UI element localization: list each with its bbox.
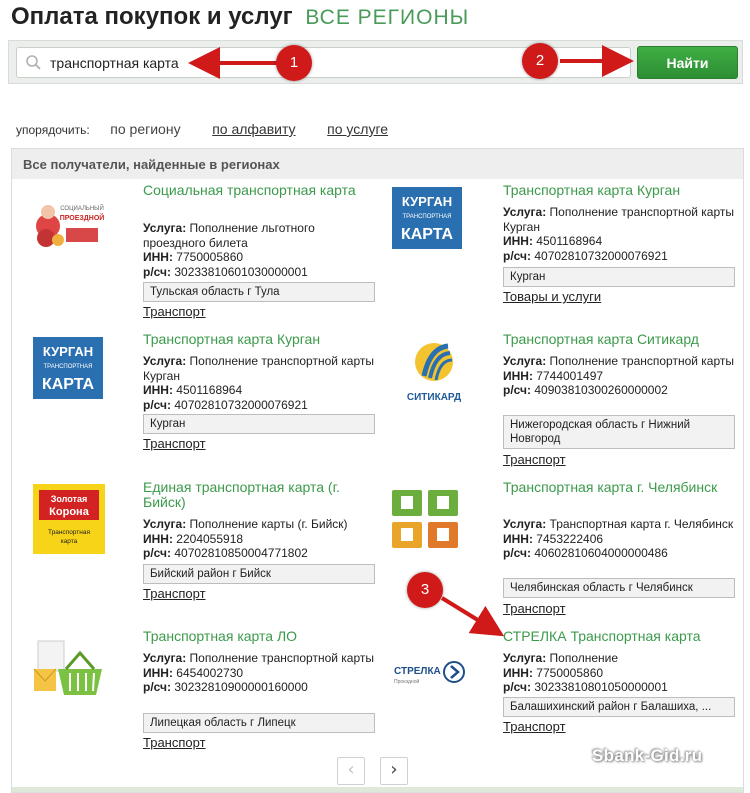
region-field: Челябинская область г Челябинск (503, 578, 735, 598)
svg-text:Транспортная: Транспортная (48, 529, 90, 536)
sort-by-alphabet[interactable]: по алфавиту (212, 121, 296, 137)
category-link[interactable]: Транспорт (503, 719, 566, 734)
chevron-left-icon[interactable]: ‹ (337, 757, 365, 785)
category-link[interactable]: Транспорт (143, 735, 206, 750)
shopping-basket-logo (32, 639, 107, 709)
sort-by-service[interactable]: по услуге (327, 121, 389, 137)
svg-text:КУРГАН: КУРГАН (401, 194, 453, 209)
recipient-details: Услуга: Пополнение карты (г. Бийск) ИНН: 2204055918 р/сч: 40702810850004771802 (143, 517, 348, 561)
svg-text:СОЦИАЛЬНЫЙ: СОЦИАЛЬНЫЙ (60, 206, 104, 212)
result-card (12, 629, 372, 774)
recipient-details: Услуга: Пополнение транспортной карты Курган ИНН: 4501168964 р/сч: 40702810732000076921 (503, 205, 734, 263)
recipient-title[interactable]: Транспортная карта ЛО (143, 628, 298, 644)
svg-text:КАРТА: КАРТА (400, 226, 454, 243)
recipient-details: Услуга: Пополнение льготного проездного билета ИНН: 7750005860 р/сч: 30233810601030000001 (143, 221, 315, 279)
recipient-title[interactable]: Транспортная карта Курган (503, 182, 681, 198)
region-field: Бийский район г Бийск (143, 564, 375, 584)
all-regions-link[interactable]: ВСЕ РЕГИОНЫ (305, 6, 470, 29)
svg-text:КУРГАН: КУРГАН (42, 344, 94, 359)
sort-by-region[interactable]: по региону (110, 121, 181, 137)
recipient-title[interactable]: СТРЕЛКА Транспортная карта (503, 628, 701, 644)
search-bar (8, 40, 743, 84)
result-card (12, 480, 372, 625)
watermark: Sbank-Gid.ru (592, 746, 703, 765)
recipient-title[interactable]: Транспортная карта г. Челябинск (503, 479, 718, 495)
footer-strip (12, 787, 743, 792)
svg-text:Золотая: Золотая (50, 494, 88, 504)
category-link[interactable]: Транспорт (143, 304, 206, 319)
search-icon (25, 54, 42, 71)
social-pass-logo (32, 188, 107, 258)
svg-text:СТРЕЛКА: СТРЕЛКА (394, 666, 441, 677)
search-button[interactable]: Найти (637, 46, 738, 79)
svg-text:ТРАНСПОРТНАЯ: ТРАНСПОРТНАЯ (43, 364, 93, 370)
svg-text:ТРАНСПОРТНАЯ: ТРАНСПОРТНАЯ (402, 214, 452, 220)
result-card (12, 183, 372, 328)
recipient-title[interactable]: Социальная транспортная карта (143, 182, 356, 198)
recipient-title[interactable]: Транспортная карта Курган (143, 331, 321, 347)
category-link[interactable]: Товары и услуги (503, 289, 602, 304)
recipient-title[interactable]: Транспортная карта Ситикард (503, 331, 699, 347)
page-title-text: Оплата покупок и услуг (11, 3, 293, 30)
region-field: Нижегородская область г Нижний Новгород (503, 415, 735, 449)
recipient-details: Услуга: Пополнение ИНН: 7750005860 р/сч: 30233810801050000001 (503, 651, 668, 695)
chevron-right-icon[interactable]: › (380, 757, 408, 785)
results-header: Все получатели, найденные в регионах (12, 149, 743, 179)
recipient-details: Услуга: Пополнение транспортной карты ИНН: 7744001497 р/сч: 40903810300260000002 (503, 354, 734, 398)
kurgan-card-logo (33, 337, 108, 407)
results-panel (11, 148, 744, 793)
region-field: Липецкая область г Липецк (143, 713, 375, 733)
svg-text:ПРОЕЗДНОЙ: ПРОЕЗДНОЙ (59, 215, 105, 222)
step-marker-1: 1 (276, 45, 312, 81)
recipient-details: Услуга: Транспортная карта г. Челябинск ИНН: 7453222406 р/сч: 40602810604000000486 (503, 517, 734, 561)
result-card (372, 332, 732, 477)
kurgan-card-logo (392, 187, 467, 257)
step-marker-3: 3 (407, 572, 443, 608)
recipient-details: Услуга: Пополнение транспортной карты ИНН: 6454002730 р/сч: 30232810900000160000 (143, 651, 374, 695)
step-marker-2: 2 (522, 43, 558, 79)
svg-text:Проездной: Проездной (394, 679, 420, 685)
result-card (372, 183, 732, 328)
region-field: Курган (143, 414, 375, 434)
sort-bar (16, 121, 416, 137)
page-title (11, 3, 469, 31)
result-card (12, 332, 372, 477)
zolotaya-korona-logo (33, 484, 108, 554)
strelka-logo (392, 639, 467, 709)
recipient-title[interactable]: Единая транспортная карта (г. Бийск) (143, 479, 340, 510)
region-field: Балашихинский район г Балашиха, ... (503, 697, 735, 717)
recipient-details: Услуга: Пополнение транспортной карты Курган ИНН: 4501168964 р/сч: 40702810732000076921 (143, 354, 374, 412)
citycard-logo (400, 336, 475, 406)
sort-label: упорядочить: (16, 123, 90, 137)
svg-text:КАРТА: КАРТА (41, 376, 95, 393)
svg-text:Корона: Корона (49, 506, 89, 518)
region-field: Тульская область г Тула (143, 282, 375, 302)
chelyabinsk-transport-logo (392, 490, 467, 560)
category-link[interactable]: Транспорт (503, 601, 566, 616)
category-link[interactable]: Транспорт (143, 436, 206, 451)
svg-text:карта: карта (60, 538, 78, 545)
category-link[interactable]: Транспорт (503, 452, 566, 467)
category-link[interactable]: Транспорт (143, 586, 206, 601)
svg-text:СИТИКАРД: СИТИКАРД (406, 392, 462, 403)
region-field: Курган (503, 267, 735, 287)
